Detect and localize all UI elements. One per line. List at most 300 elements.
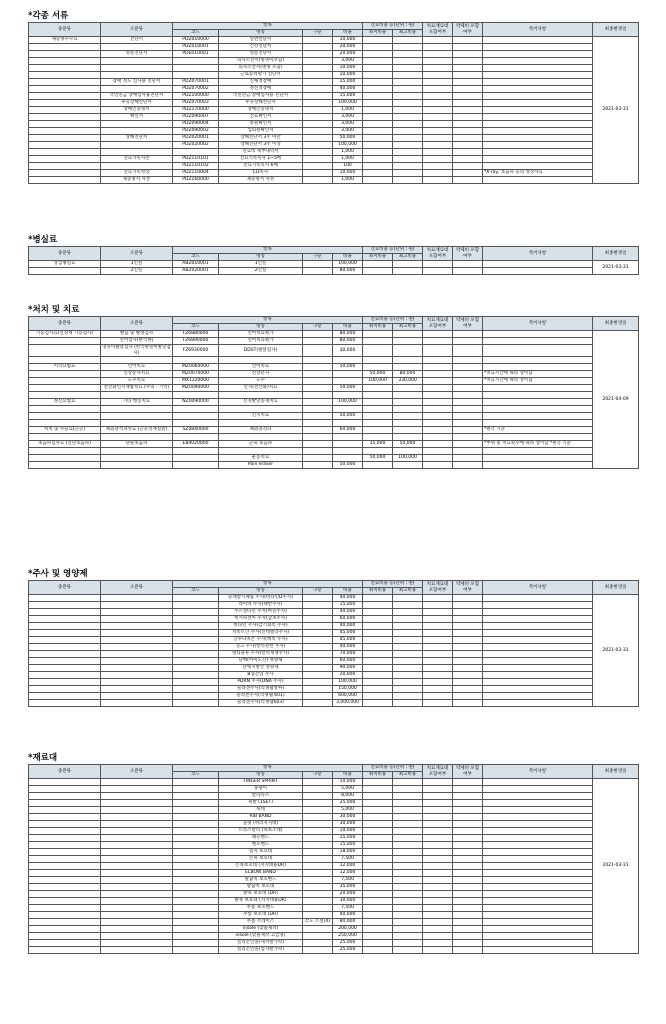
minor-category-cell bbox=[101, 658, 173, 665]
major-category-cell bbox=[29, 686, 101, 693]
min-cost-cell bbox=[363, 434, 393, 441]
name-cell: 국민연금 장애심사용 진단서 bbox=[219, 93, 303, 100]
major-category-cell bbox=[29, 898, 101, 905]
header-material-included: 치료재료대 포함여부 bbox=[423, 23, 453, 37]
min-cost-cell bbox=[363, 163, 393, 170]
drug-included-cell bbox=[453, 345, 483, 357]
note-cell bbox=[483, 399, 593, 406]
cost-cell: 30,000 bbox=[333, 814, 363, 821]
header-date: 최종변경일 bbox=[593, 765, 639, 779]
max-cost-cell bbox=[393, 86, 423, 93]
header-cost: 비용 bbox=[333, 324, 363, 331]
min-cost-cell bbox=[363, 121, 393, 128]
name-cell: 상해진단서 3주 미만 bbox=[219, 135, 303, 142]
code-cell bbox=[173, 926, 219, 933]
minor-category-cell: 2인실 bbox=[101, 268, 173, 275]
drug-included-cell bbox=[453, 637, 483, 644]
drug-included-cell bbox=[453, 357, 483, 364]
major-category-cell bbox=[29, 700, 101, 707]
code-cell: PDZ070001 bbox=[173, 79, 219, 86]
major-category-cell bbox=[29, 345, 101, 357]
minor-category-cell: 제증명서 사본 bbox=[101, 177, 173, 184]
major-category-cell bbox=[29, 884, 101, 891]
min-cost-cell bbox=[363, 338, 393, 345]
cost-cell bbox=[333, 448, 363, 455]
major-category-cell bbox=[29, 630, 101, 637]
note-cell bbox=[483, 856, 593, 863]
table-row bbox=[29, 644, 639, 651]
note-cell bbox=[483, 142, 593, 149]
drug-included-cell bbox=[453, 455, 483, 462]
minor-category-cell bbox=[101, 828, 173, 835]
note-cell bbox=[483, 261, 593, 268]
max-cost-cell bbox=[393, 399, 423, 406]
code-cell bbox=[173, 828, 219, 835]
table-row bbox=[29, 72, 639, 79]
division-cell bbox=[303, 800, 333, 807]
header-major: 중분류 bbox=[29, 317, 101, 331]
cost-cell: 80,000 bbox=[333, 331, 363, 338]
code-cell bbox=[173, 835, 219, 842]
note-cell bbox=[483, 693, 593, 700]
table-row bbox=[29, 637, 639, 644]
max-cost-cell bbox=[393, 793, 423, 800]
drug-included-cell bbox=[453, 786, 483, 793]
max-cost-cell bbox=[393, 821, 423, 828]
code-cell bbox=[173, 947, 219, 954]
cost-cell: 1,000 bbox=[333, 107, 363, 114]
cost-cell: 15,000 bbox=[333, 842, 363, 849]
min-cost-cell bbox=[363, 800, 393, 807]
code-cell bbox=[173, 630, 219, 637]
note-cell bbox=[483, 870, 593, 877]
header-range: 진료비용 등(단위 : 원) bbox=[363, 317, 423, 324]
table-row bbox=[29, 331, 639, 338]
drug-included-cell bbox=[453, 156, 483, 163]
min-cost-cell bbox=[363, 385, 393, 392]
note-cell bbox=[483, 630, 593, 637]
material-included-cell bbox=[423, 630, 453, 637]
header-division: 구분 bbox=[303, 30, 333, 37]
header-range: 진료비용 등(단위 : 원) bbox=[363, 247, 423, 254]
division-cell bbox=[303, 338, 333, 345]
division-cell bbox=[303, 142, 333, 149]
note-cell: *편측 기준 bbox=[483, 427, 593, 434]
cost-cell: 60,000 bbox=[333, 616, 363, 623]
division-cell bbox=[303, 58, 333, 65]
header-row bbox=[29, 317, 639, 324]
material-included-cell bbox=[423, 947, 453, 954]
name-cell: 도수 bbox=[219, 378, 303, 385]
major-category-cell bbox=[29, 156, 101, 163]
minor-category-cell bbox=[101, 86, 173, 93]
name-cell: 장애인증명서 bbox=[219, 107, 303, 114]
division-cell bbox=[303, 135, 333, 142]
min-cost-cell bbox=[363, 142, 393, 149]
division-cell bbox=[303, 156, 333, 163]
header-cost: 비용 bbox=[333, 588, 363, 595]
cost-cell: 3,000 bbox=[333, 114, 363, 121]
division-cell bbox=[303, 331, 333, 338]
header-min-cost: 최저비용 bbox=[363, 30, 393, 37]
max-cost-cell bbox=[393, 427, 423, 434]
major-category-cell bbox=[29, 455, 101, 462]
min-cost-cell bbox=[363, 793, 393, 800]
table-row bbox=[29, 919, 639, 926]
header-division: 구분 bbox=[303, 772, 333, 779]
note-cell bbox=[483, 807, 593, 814]
min-cost-cell bbox=[363, 884, 393, 891]
table-row bbox=[29, 378, 639, 385]
note-cell bbox=[483, 595, 593, 602]
material-included-cell bbox=[423, 420, 453, 427]
min-cost-cell bbox=[363, 856, 393, 863]
max-cost-cell bbox=[393, 947, 423, 954]
minor-category-cell bbox=[101, 651, 173, 658]
table-row bbox=[29, 835, 639, 842]
header-note: 특이사항 bbox=[483, 23, 593, 37]
name-cell: insole (맞춤제작 고급형) bbox=[219, 933, 303, 940]
min-cost-cell bbox=[363, 609, 393, 616]
header-name: 명칭 bbox=[219, 254, 303, 261]
name-cell: 무릎 브레이스 bbox=[219, 919, 303, 926]
table-row bbox=[29, 884, 639, 891]
min-cost-cell bbox=[363, 898, 393, 905]
major-category-cell bbox=[29, 679, 101, 686]
note-cell bbox=[483, 814, 593, 821]
min-cost-cell bbox=[363, 686, 393, 693]
table-row bbox=[29, 413, 639, 420]
material-included-cell bbox=[423, 128, 453, 135]
minor-category-cell bbox=[101, 623, 173, 630]
table-row bbox=[29, 940, 639, 947]
material-included-cell bbox=[423, 93, 453, 100]
minor-category-cell bbox=[101, 392, 173, 399]
minor-category-cell bbox=[101, 434, 173, 441]
major-category-cell bbox=[29, 919, 101, 926]
min-cost-cell bbox=[363, 814, 393, 821]
header-drug-included: 약제비 포함여부 bbox=[453, 765, 483, 779]
header-material-included: 치료재료대 포함여부 bbox=[423, 317, 453, 331]
minor-category-cell bbox=[101, 644, 173, 651]
minor-category-cell bbox=[101, 602, 173, 609]
table-row bbox=[29, 807, 639, 814]
min-cost-cell bbox=[363, 357, 393, 364]
table-row bbox=[29, 616, 639, 623]
table-row bbox=[29, 877, 639, 884]
code-cell bbox=[173, 434, 219, 441]
max-cost-cell bbox=[393, 898, 423, 905]
cost-cell: 10,000 bbox=[333, 170, 363, 177]
material-included-cell bbox=[423, 427, 453, 434]
division-cell bbox=[303, 595, 333, 602]
min-cost-cell bbox=[363, 623, 393, 630]
material-included-cell bbox=[423, 800, 453, 807]
major-category-cell bbox=[29, 835, 101, 842]
name-cell: 붕광이 bbox=[219, 786, 303, 793]
material-included-cell bbox=[423, 37, 453, 44]
max-cost-cell bbox=[393, 128, 423, 135]
table-row bbox=[29, 455, 639, 462]
minor-category-cell bbox=[101, 793, 173, 800]
table-row bbox=[29, 135, 639, 142]
cost-cell: 12,000 bbox=[333, 870, 363, 877]
code-cell bbox=[173, 814, 219, 821]
minor-category-cell bbox=[101, 842, 173, 849]
header-item: 항목 bbox=[173, 581, 363, 588]
cost-cell: 60,000 bbox=[333, 427, 363, 434]
code-cell bbox=[173, 644, 219, 651]
minor-category-cell: 언어치료 bbox=[101, 364, 173, 371]
min-cost-cell bbox=[363, 149, 393, 156]
cost-cell: 40,000 bbox=[333, 609, 363, 616]
name-cell: 트라스칼라 (목보조대) bbox=[219, 828, 303, 835]
min-cost-cell bbox=[363, 891, 393, 898]
code-cell bbox=[173, 686, 219, 693]
table-row bbox=[29, 623, 639, 630]
major-category-cell bbox=[29, 462, 101, 469]
cost-cell: 100,000 bbox=[333, 679, 363, 686]
max-cost-cell bbox=[393, 462, 423, 469]
name-cell: 목발 (1SET) bbox=[219, 800, 303, 807]
division-cell bbox=[303, 863, 333, 870]
code-cell: PDZ010001 bbox=[173, 44, 219, 51]
note-cell bbox=[483, 338, 593, 345]
min-cost-cell bbox=[363, 779, 393, 786]
division-cell bbox=[303, 940, 333, 947]
cost-cell: 12,000 bbox=[333, 863, 363, 870]
name-cell: insole (맞춤제작) bbox=[219, 926, 303, 933]
max-cost-cell bbox=[393, 665, 423, 672]
table-row bbox=[29, 170, 639, 177]
note-cell bbox=[483, 686, 593, 693]
min-cost-cell bbox=[363, 37, 393, 44]
division-cell bbox=[303, 637, 333, 644]
division-cell bbox=[303, 700, 333, 707]
division-cell bbox=[303, 947, 333, 954]
name-cell: 일반진단서 bbox=[219, 37, 303, 44]
cost-cell: 15,000 bbox=[333, 835, 363, 842]
code-cell bbox=[173, 448, 219, 455]
cost-cell: 8,000 bbox=[333, 793, 363, 800]
max-cost-cell bbox=[393, 170, 423, 177]
major-category-cell bbox=[29, 357, 101, 364]
header-note: 특이사항 bbox=[483, 581, 593, 595]
table-row bbox=[29, 121, 639, 128]
division-cell bbox=[303, 658, 333, 665]
note-cell bbox=[483, 898, 593, 905]
cost-cell: 7,500 bbox=[333, 856, 363, 863]
minor-category-cell bbox=[101, 940, 173, 947]
name-cell: 의사소견서(병명 포함) bbox=[219, 65, 303, 72]
header-row bbox=[29, 581, 639, 588]
min-cost-cell bbox=[363, 58, 393, 65]
major-category-cell bbox=[29, 786, 101, 793]
cost-cell: 1,000 bbox=[333, 177, 363, 184]
code-cell: MZ0090000 bbox=[173, 385, 219, 392]
cost-cell: 40,000 bbox=[333, 623, 363, 630]
major-category-cell bbox=[29, 807, 101, 814]
material-included-cell bbox=[423, 149, 453, 156]
major-category-cell bbox=[29, 870, 101, 877]
material-included-cell bbox=[423, 357, 453, 364]
minor-category-cell bbox=[101, 686, 173, 693]
table-row bbox=[29, 926, 639, 933]
last-changed-date: 2021-04-09 bbox=[593, 331, 639, 469]
cost-cell: 30,000 bbox=[333, 898, 363, 905]
min-cost-cell bbox=[363, 842, 393, 849]
max-cost-cell bbox=[393, 693, 423, 700]
minor-category-cell: 진료기록영상 bbox=[101, 170, 173, 177]
min-cost-cell bbox=[363, 863, 393, 870]
name-cell: 비타민 주사(감기회복 주사) bbox=[219, 623, 303, 630]
code-cell bbox=[173, 700, 219, 707]
note-cell bbox=[483, 672, 593, 679]
drug-included-cell bbox=[453, 413, 483, 420]
table-row bbox=[29, 128, 639, 135]
max-cost-cell bbox=[393, 828, 423, 835]
name-cell: 멀티블루 주사(면역재생주사) bbox=[219, 651, 303, 658]
max-cost-cell bbox=[393, 331, 423, 338]
minor-category-cell bbox=[101, 856, 173, 863]
drug-included-cell bbox=[453, 371, 483, 378]
min-cost-cell bbox=[363, 413, 393, 420]
max-cost-cell bbox=[393, 156, 423, 163]
division-cell bbox=[303, 149, 333, 156]
max-cost-cell bbox=[393, 268, 423, 275]
drug-included-cell bbox=[453, 392, 483, 399]
max-cost-cell bbox=[393, 884, 423, 891]
drug-included-cell bbox=[453, 86, 483, 93]
cost-cell: 70,000 bbox=[333, 651, 363, 658]
division-cell bbox=[303, 891, 333, 898]
header-name: 명칭 bbox=[219, 772, 303, 779]
cost-cell: 80,000 bbox=[333, 338, 363, 345]
material-included-cell bbox=[423, 434, 453, 441]
min-cost-cell: 100,000 bbox=[363, 378, 393, 385]
cost-cell: 10,000 bbox=[333, 779, 363, 786]
material-included-cell bbox=[423, 672, 453, 679]
division-cell bbox=[303, 441, 333, 448]
drug-included-cell bbox=[453, 79, 483, 86]
name-cell: 신장분사 bbox=[219, 371, 303, 378]
name-cell: RIB BAND bbox=[219, 814, 303, 821]
code-cell: PDZ010000 bbox=[173, 37, 219, 44]
min-cost-cell bbox=[363, 114, 393, 121]
minor-category-cell bbox=[101, 121, 173, 128]
name-cell: 손목 보호대 bbox=[219, 856, 303, 863]
division-cell bbox=[303, 630, 333, 637]
table-row bbox=[29, 441, 639, 448]
cost-cell: 20,000 bbox=[333, 672, 363, 679]
max-cost-cell bbox=[393, 849, 423, 856]
minor-category-cell: 확인서 bbox=[101, 114, 173, 121]
header-minor: 소분류 bbox=[101, 765, 173, 779]
section-title: *병실료 bbox=[28, 235, 58, 245]
code-cell: SZ0840000 bbox=[173, 427, 219, 434]
note-cell bbox=[483, 357, 593, 364]
min-cost-cell bbox=[363, 700, 393, 707]
drug-included-cell bbox=[453, 338, 483, 345]
note-cell bbox=[483, 364, 593, 371]
division-cell bbox=[303, 651, 333, 658]
max-cost-cell bbox=[393, 891, 423, 898]
drug-included-cell bbox=[453, 441, 483, 448]
drug-included-cell bbox=[453, 856, 483, 863]
major-category-cell bbox=[29, 863, 101, 870]
code-cell: PDZ070003 bbox=[173, 100, 219, 107]
note-cell bbox=[483, 156, 593, 163]
max-cost-cell bbox=[393, 686, 423, 693]
name-cell: 정신적장애 bbox=[219, 86, 303, 93]
major-category-cell bbox=[29, 100, 101, 107]
max-cost-cell bbox=[393, 870, 423, 877]
code-cell bbox=[173, 651, 219, 658]
material-included-cell bbox=[423, 665, 453, 672]
major-category-cell bbox=[29, 392, 101, 399]
material-included-cell bbox=[423, 135, 453, 142]
fee-section bbox=[28, 752, 638, 954]
minor-category-cell bbox=[101, 357, 173, 364]
min-cost-cell bbox=[363, 616, 393, 623]
material-included-cell bbox=[423, 378, 453, 385]
major-category-cell bbox=[29, 72, 101, 79]
material-included-cell bbox=[423, 142, 453, 149]
table-row bbox=[29, 898, 639, 905]
max-cost-cell bbox=[393, 385, 423, 392]
min-cost-cell: 50,000 bbox=[363, 455, 393, 462]
table-row bbox=[29, 261, 639, 268]
header-min-cost: 최저비용 bbox=[363, 324, 393, 331]
table-row bbox=[29, 828, 639, 835]
drug-included-cell bbox=[453, 700, 483, 707]
drug-included-cell bbox=[453, 919, 483, 926]
division-cell bbox=[303, 835, 333, 842]
cost-cell: 90,000 bbox=[333, 665, 363, 672]
minor-category-cell bbox=[101, 462, 173, 469]
max-cost-cell bbox=[393, 261, 423, 268]
code-cell bbox=[173, 672, 219, 679]
name-cell: 치옥트산 주사(신데렐라주사) bbox=[219, 630, 303, 637]
cost-cell: 30,000 bbox=[333, 345, 363, 357]
minor-category-cell: 언어검사(한국판) bbox=[101, 338, 173, 345]
division-cell bbox=[303, 86, 333, 93]
min-cost-cell bbox=[363, 672, 393, 679]
major-category-cell bbox=[29, 135, 101, 142]
division-cell bbox=[303, 623, 333, 630]
major-category-cell bbox=[29, 856, 101, 863]
major-category-cell bbox=[29, 51, 101, 58]
note-cell bbox=[483, 406, 593, 413]
cost-cell: 60,000 bbox=[333, 658, 363, 665]
min-cost-cell bbox=[363, 170, 393, 177]
max-cost-cell bbox=[393, 420, 423, 427]
material-included-cell bbox=[423, 364, 453, 371]
max-cost-cell bbox=[393, 149, 423, 156]
header-name: 명칭 bbox=[219, 30, 303, 37]
drug-included-cell bbox=[453, 448, 483, 455]
max-cost-cell bbox=[393, 800, 423, 807]
major-category-cell bbox=[29, 665, 101, 672]
table-row bbox=[29, 177, 639, 184]
table-row bbox=[29, 345, 639, 357]
max-cost-cell bbox=[393, 940, 423, 947]
material-included-cell bbox=[423, 121, 453, 128]
table-row bbox=[29, 149, 639, 156]
last-changed-date: 2021-03-31 bbox=[593, 261, 639, 275]
note-cell bbox=[483, 93, 593, 100]
minor-category-cell bbox=[101, 905, 173, 912]
